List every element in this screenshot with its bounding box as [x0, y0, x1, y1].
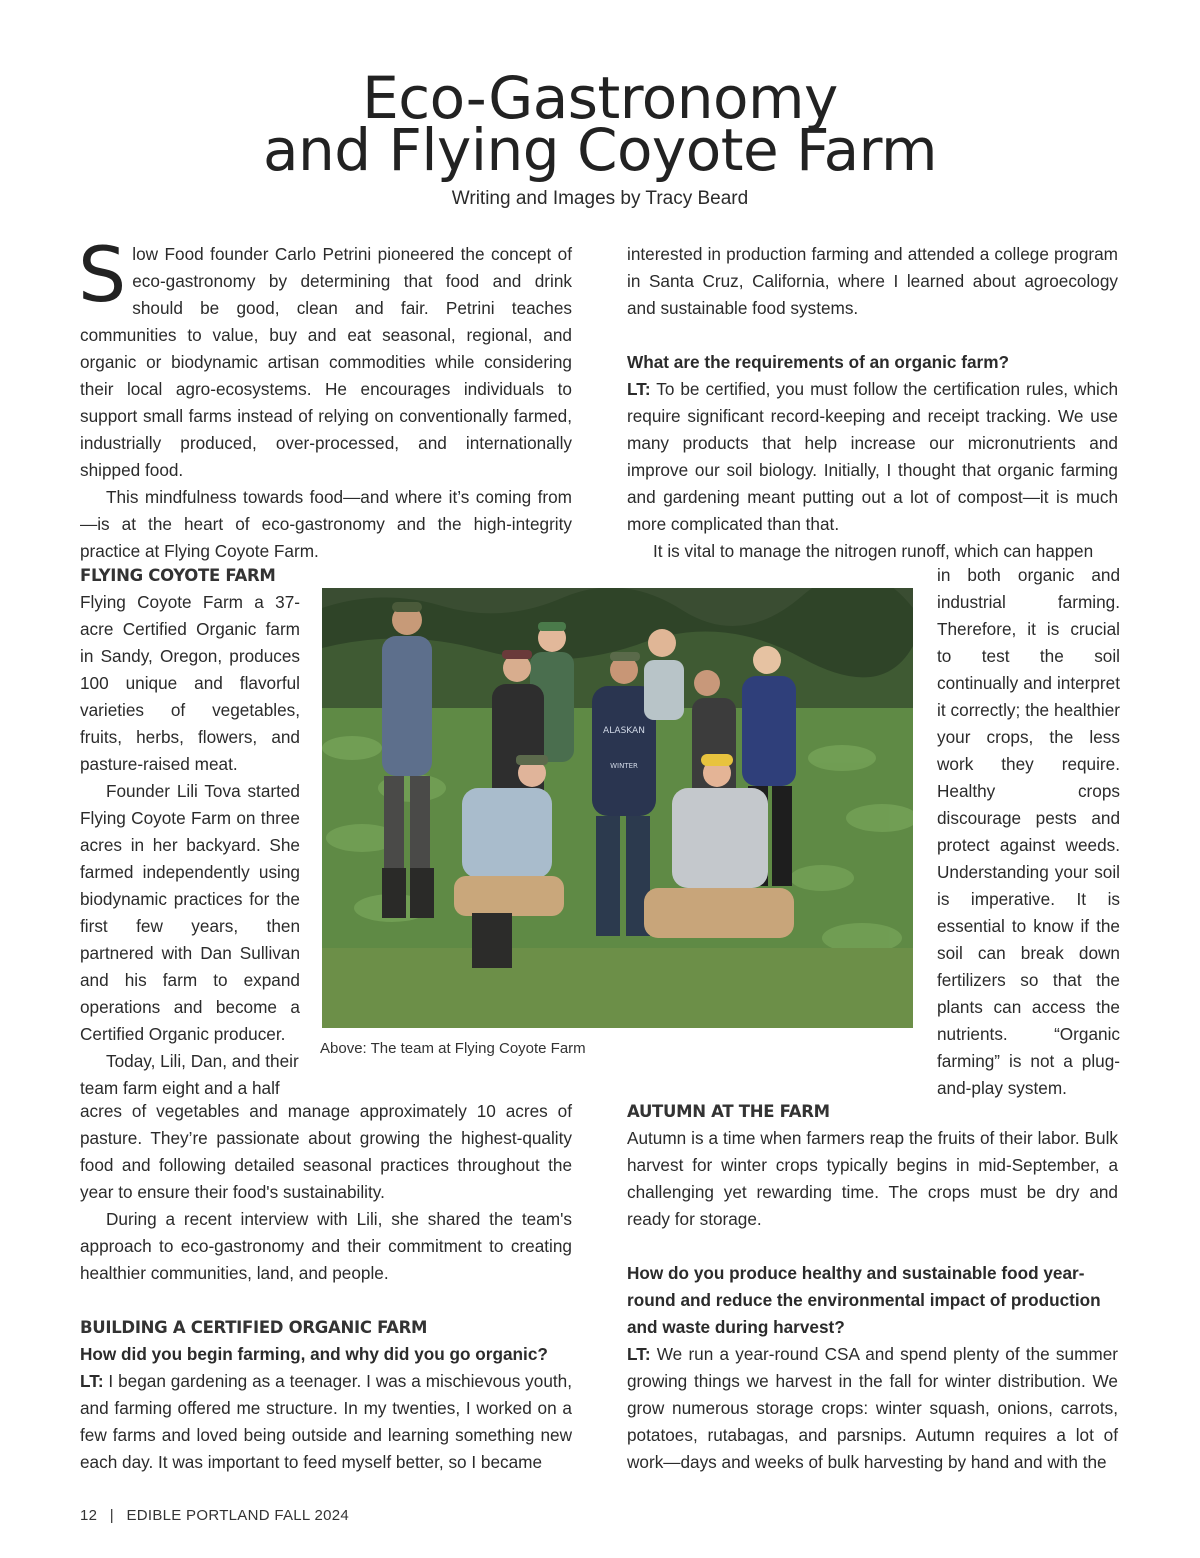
section-heading-flying-coyote-farm: FLYING COYOTE FARM	[80, 566, 276, 585]
article-title-line-1: Eco-Gastronomy	[362, 64, 838, 132]
answer-begin-farming	[80, 1368, 572, 1476]
answer-text: We run a year-round CSA and spend plenty of the summer growing things we harvest in the fall for winter distribution. We grow numerous storage crops: winter squash, onions, carrots, potatoes, rutabagas, and parsnips. Autumn requires a lot of work—days and weeks of bulk harvesting by hand and with the	[627, 1344, 1118, 1472]
intro-paragraph-1	[78, 230, 572, 484]
answer-text: To be certified, you must follow the certification rules, which require significant record-keeping and receipt tracking. We use many products that help increase our micronutrients and improve our soil biology. Initially, I thought that organic farming and gardening meant putting out a lot of compost—it is much more complicated than that.	[627, 379, 1118, 534]
answer-label: LT:	[627, 1344, 651, 1364]
continued-paragraph: interested in production farming and attended a college program in Santa Cruz, California, where I learned about agroecology and sustainable food systems.	[627, 244, 1118, 318]
answer-text: I began gardening as a teenager. I was a mischievous youth, and farming offered me structure. In my twenties, I worked on a few farms and loved being outside and learning something new each day. It was important to feed myself better, so I became	[80, 1371, 572, 1472]
footer-separator: |	[109, 1507, 114, 1524]
farm-paragraph-3-continued: acres of vegetables and manage approximately 10 acres of pasture. They’re passionate about growing the highest-quality food and following detailed seasonal practices throughout the year to ensure their food's sustainability.	[80, 1101, 572, 1202]
intro-block	[78, 230, 572, 565]
answer-organic-requirements	[627, 376, 1118, 538]
answer-label: LT:	[627, 379, 651, 399]
question-organic-requirements: What are the requirements of an organic farm?	[627, 352, 1010, 372]
right-column-bottom	[627, 1098, 1118, 1476]
section-heading-autumn: AUTUMN AT THE FARM	[627, 1102, 830, 1121]
farm-paragraph-3-start: Today, Lili, Dan, and their team farm eight and a half	[80, 1051, 299, 1098]
nitrogen-paragraph-start: It is vital to manage the nitrogen runoff, which can happen	[653, 541, 1094, 561]
farm-section-narrow	[80, 562, 300, 1102]
question-sustainable-food: How do you produce healthy and sustainable food year-round and reduce the environmental impact of production and waste during harvest?	[627, 1263, 1101, 1337]
farm-paragraph-1: Flying Coyote Farm a 37-acre Certified Organic farm in Sandy, Oregon, produces 100 unique and flavorful varieties of vegetables, fruits, herbs, flowers, and pasture-raised meat.	[80, 592, 300, 774]
team-photo	[322, 588, 913, 1028]
team-photo-illustration	[322, 588, 913, 1028]
nitrogen-paragraph-continued: in both organic and industrial farming. Therefore, it is crucial to test the soil continually and interpret it correctly; the healthier your crops, the less work they require. Healthy crops discourage pests and protect against weeds. Understanding your soil is imperative. It is essential to know if the soil can break down fertilizers so that the plants can access the nutrients. “Organic farming” is not a plug-and-play system.	[937, 565, 1120, 1098]
page-footer	[80, 1507, 349, 1524]
article-title-line-2: and Flying Coyote Farm	[262, 116, 938, 184]
nitrogen-paragraph-narrow	[937, 562, 1120, 1102]
photo-caption: Above: The team at Flying Coyote Farm	[320, 1040, 586, 1057]
page-number: 12	[80, 1507, 98, 1524]
farm-section-wide	[80, 1098, 572, 1476]
answer-sustainable-food	[627, 1341, 1118, 1476]
right-column-top	[627, 241, 1118, 565]
farm-paragraph-4: During a recent interview with Lili, she shared the team's approach to eco-gastronomy and their commitment to creating healthier communities, land, and people.	[80, 1209, 572, 1283]
intro-paragraph-1-text: low Food founder Carlo Petrini pioneered the concept of eco-gastronomy by determining that food and drink should be good, clean and fair. Petrini teaches communities to value, buy and eat seasonal, regional, and organic or biodynamic artisan commodities while considering their local agro-ecosystems. He encourages individuals to support small farms instead of relying on conventionally farmed, industrially produced, over-processed, and internationally shipped food.	[80, 244, 572, 480]
answer-label: LT:	[80, 1371, 104, 1391]
hoodie-text: ALASKAN	[603, 726, 645, 736]
byline: Writing and Images by Tracy Beard	[451, 188, 749, 209]
drop-cap: S	[78, 230, 127, 319]
autumn-paragraph: Autumn is a time when farmers reap the fruits of their labor. Bulk harvest for winter crops typically begins in mid-September, a challenging yet rewarding time. The crops must be dry and ready for storage.	[627, 1128, 1118, 1229]
publication-name: EDIBLE PORTLAND FALL 2024	[126, 1507, 350, 1524]
farm-paragraph-2: Founder Lili Tova started Flying Coyote Farm on three acres in her backyard. She farmed independently using biodynamic practices for the first few years, then partnered with Dan Sullivan and his farm to expand operations and become a Certified Organic producer.	[80, 781, 300, 1044]
section-heading-building-organic-farm: BUILDING A CERTIFIED ORGANIC FARM	[80, 1318, 428, 1337]
hoodie-subtext: WINTER	[610, 762, 638, 770]
intro-paragraph-2: This mindfulness towards food—and where it’s coming from—is at the heart of eco-gastronomy and the high-integrity practice at Flying Coyote Farm.	[80, 487, 572, 561]
question-begin-farming: How did you begin farming, and why did you go organic?	[80, 1344, 548, 1364]
